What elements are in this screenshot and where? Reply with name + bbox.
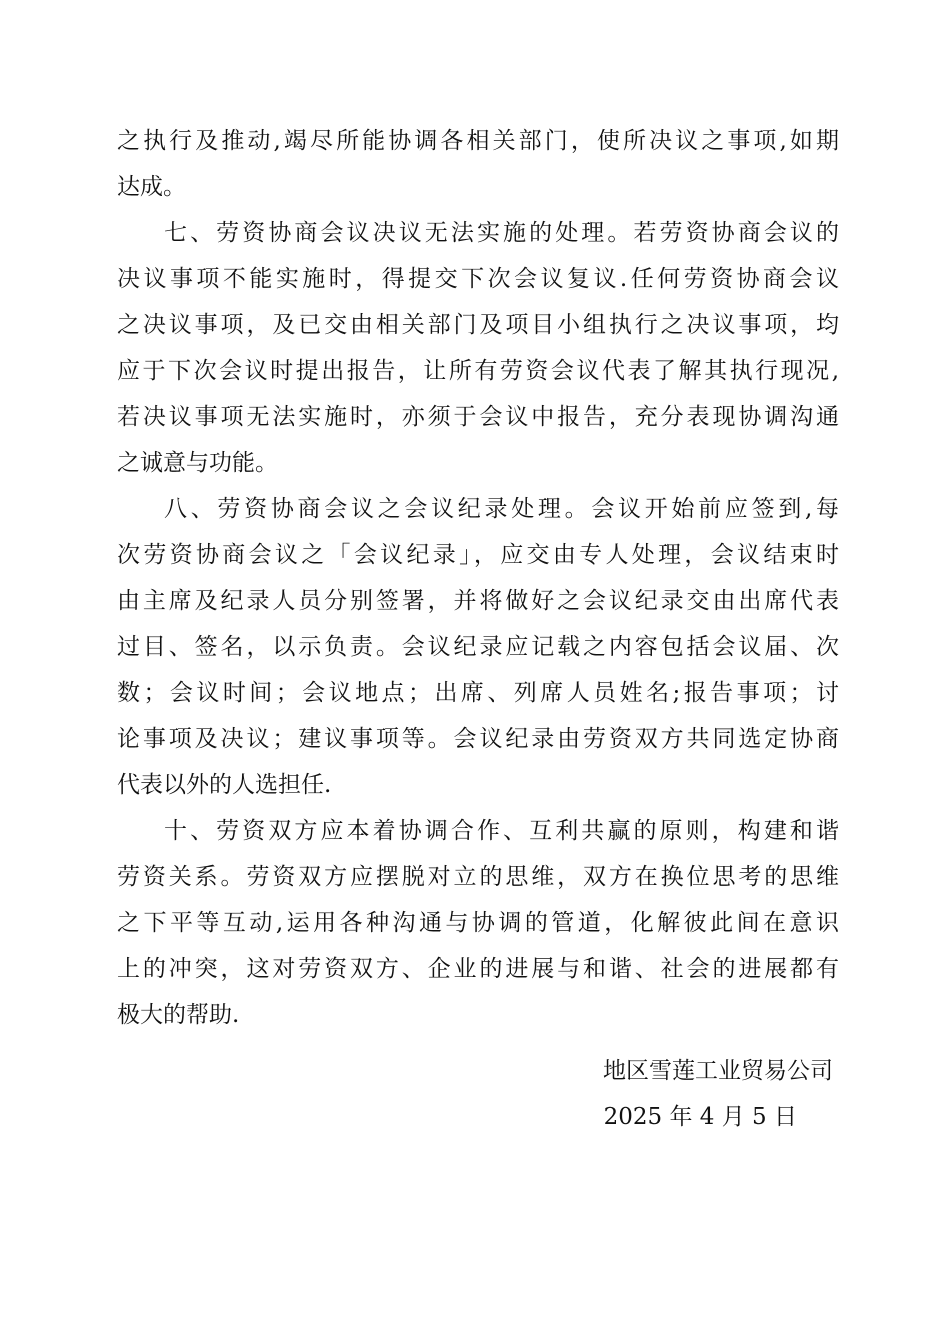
paragraph-line: 极大的帮助. <box>117 1002 240 1028</box>
paragraph-line: 之诚意与功能。 <box>117 450 278 476</box>
document-body <box>117 118 839 1038</box>
paragraph-line: 过目、签名，以示负责。会议纪录应记载之内容包括会议届、次 <box>117 634 839 660</box>
paragraph-line: 之下平等互动,运用各种沟通与协调的管道，化解彼此间在意识 <box>117 910 839 936</box>
paragraph-line: 八、劳资协商会议之会议纪录处理。会议开始前应签到,每 <box>164 496 839 522</box>
paragraph-line: 应于下次会议时提出报告，让所有劳资会议代表了解其执行现况, <box>117 358 839 384</box>
paragraph-line: 代表以外的人选担任. <box>117 772 332 798</box>
paragraph-line: 十、劳资双方应本着协调合作、互利共赢的原则，构建和谐 <box>164 818 839 844</box>
paragraph-section-7 <box>117 210 839 486</box>
paragraph-line: 达成。 <box>117 174 186 200</box>
signature-block <box>603 1048 833 1140</box>
signature-organization: 地区雪莲工业贸易公司 <box>603 1058 833 1084</box>
paragraph-line: 论事项及决议；建议事项等。会议纪录由劳资双方共同选定协商 <box>117 726 839 752</box>
paragraph-line: 次劳资协商会议之「会议纪录」，应交由专人处理，会议结束时 <box>117 542 839 568</box>
signature-date: 2025 年 4 月 5 日 <box>603 1104 797 1130</box>
paragraph-line: 决议事项不能实施时，得提交下次会议复议.任何劳资协商会议 <box>117 266 839 292</box>
paragraph-line: 之决议事项，及已交由相关部门及项目小组执行之决议事项，均 <box>117 312 839 338</box>
paragraph-line: 由主席及纪录人员分别签署，并将做好之会议纪录交由出席代表 <box>117 588 839 614</box>
paragraph-continuation <box>117 118 839 210</box>
paragraph-line: 七、劳资协商会议决议无法实施的处理。若劳资协商会议的 <box>164 220 839 246</box>
paragraph-line: 数；会议时间；会议地点；出席、列席人员姓名;报告事项；讨 <box>117 680 839 706</box>
paragraph-section-10 <box>117 808 839 1038</box>
paragraph-line: 之执行及推动,竭尽所能协调各相关部门，使所决议之事项,如期 <box>117 128 839 154</box>
paragraph-line: 若决议事项无法实施时，亦须于会议中报告，充分表现协调沟通 <box>117 404 839 430</box>
paragraph-section-8 <box>117 486 839 808</box>
paragraph-line: 上的冲突，这对劳资双方、企业的进展与和谐、社会的进展都有 <box>117 956 839 982</box>
paragraph-line: 劳资关系。劳资双方应摆脱对立的思维，双方在换位思考的思维 <box>117 864 839 890</box>
